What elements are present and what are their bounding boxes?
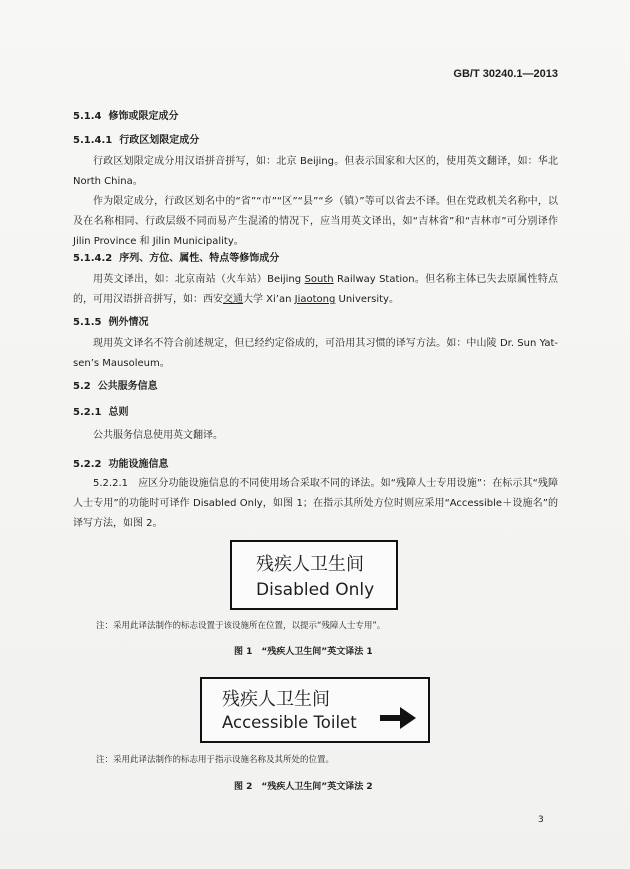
figure-1-note: 注：采用此译法制作的标志设置于该设施所在位置，以提示“残障人士专用”。 (96, 621, 386, 631)
section-number: 5.1.5 (73, 317, 102, 328)
section-5-2-heading (73, 380, 158, 394)
right-arrow-icon (378, 705, 418, 731)
section-5-1-5-heading (73, 316, 148, 330)
section-title: 行政区划限定成分 (119, 135, 200, 146)
paragraph-admin-division-1: 行政区划限定成分用汉语拼音拼写，如：北京 Beijing。但表示国家和大区的，使用英文翻译，如：华北 North China。 (73, 156, 558, 187)
paragraph-general: 公共服务信息使用英文翻译。 (93, 430, 223, 441)
underlined-term: 交通 (223, 294, 243, 305)
paragraph-admin-division-2: 作为限定成分，行政区划名中的“省”“市”“区”“县”“乡（镇）”等可以省去不译。但在党政机关名称中，以及在名称相同、行政层级不同而易产生混淆的情况下，应当用英文译出，如“吉林省”和“吉林市”可分别译作 Jilin Province 和 Jilin Municipality。 (73, 196, 558, 247)
figure-2-sign (200, 677, 430, 743)
section-5-1-4-2-heading (73, 252, 279, 266)
section-number: 5.1.4.1 (73, 135, 113, 146)
underlined-term: South (304, 274, 334, 285)
standard-code: GB/T 30240.1—2013 (453, 68, 558, 80)
section-number: 5.1.4.2 (73, 253, 113, 264)
section-title: 功能设施信息 (108, 459, 169, 470)
section-title: 例外情况 (108, 317, 149, 328)
sign-english-text: Accessible Toilet (222, 713, 357, 732)
figure-1-caption: 图 1 “残疾人卫生间”英文译法 1 (234, 647, 373, 657)
paragraph-modifiers: 用英文译出，如：北京南站（火车站）Beijing South Railway Station。但名称主体已失去原属性特点的，可用汉语拼音拼写，如：西安交通大学 Xi’an Jiaotong University。 (73, 274, 559, 305)
section-5-1-4-1-heading (73, 134, 199, 148)
section-title: 公共服务信息 (97, 381, 158, 392)
section-number: 5.2.2 (73, 459, 102, 470)
underlined-term: Jiaotong (294, 294, 336, 305)
section-title: 序列、方位、属性、特点等修饰成分 (119, 253, 280, 264)
figure-2-caption: 图 2 “残疾人卫生间”英文译法 2 (234, 782, 373, 792)
section-number: 5.2.1 (73, 407, 102, 418)
figure-2-note: 注：采用此译法制作的标志用于指示设施名称及其所处的位置。 (96, 755, 335, 765)
paragraph-5-2-2-1: 5.2.2.1 应区分功能设施信息的不同使用场合采取不同的译法。如“残障人士专用设施”：在标示其“残障人士专用”的功能时可译作 Disabled Only，如图 1；在指示其所处方位时则应采用“Accessible＋设施名”的译写方法，如图 2。 (73, 478, 558, 529)
section-5-2-2-heading (73, 458, 168, 472)
figure-1-sign (230, 540, 398, 610)
section-number: 5.2 (73, 381, 91, 392)
sign-english-text: Disabled Only (256, 580, 375, 600)
section-title: 修饰或限定成分 (108, 111, 179, 122)
page-number: 3 (538, 815, 544, 825)
sign-chinese-text: 残疾人卫生间 (256, 554, 364, 575)
section-5-2-1-heading (73, 406, 128, 420)
sign-chinese-text: 残疾人卫生间 (222, 689, 330, 710)
section-title: 总则 (108, 407, 129, 418)
section-number: 5.1.4 (73, 111, 102, 122)
paragraph-exceptions: 现用英文译名不符合前述规定，但已经约定俗成的，可沿用其习惯的译写方法。如：中山陵 Dr. Sun Yat-sen’s Mausoleum。 (73, 338, 558, 369)
section-5-1-4-heading (73, 110, 178, 124)
